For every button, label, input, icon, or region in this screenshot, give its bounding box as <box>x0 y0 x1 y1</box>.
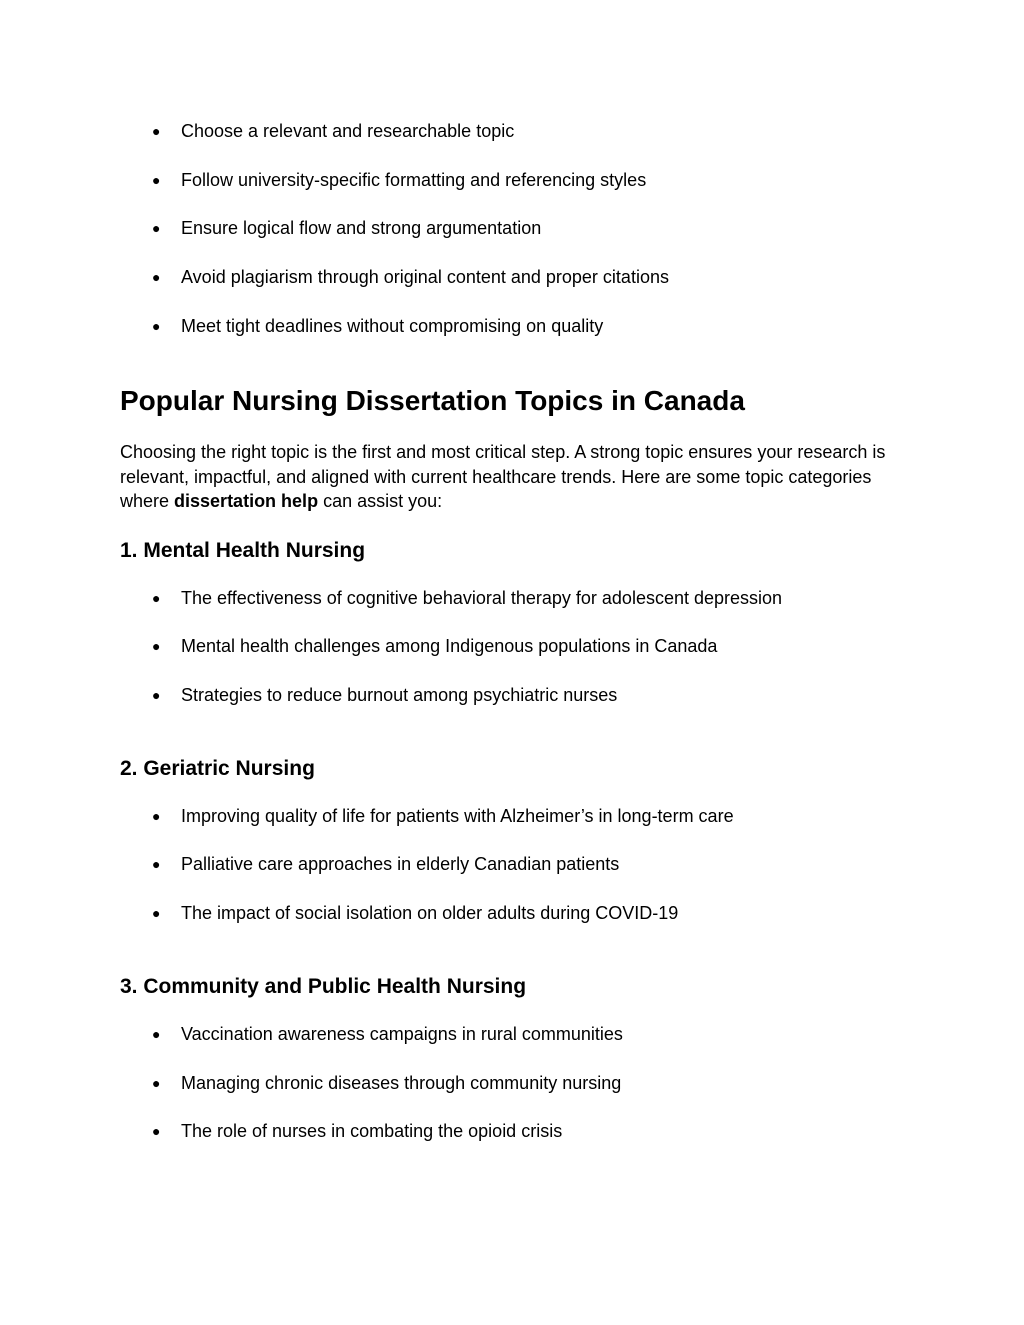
list-item <box>152 168 646 192</box>
list-item-text: The effectiveness of cognitive behavioral therapy for adolescent depression <box>181 588 783 608</box>
list-item-text: Improving quality of life for patients with Alzheimer’s in long-term care <box>181 806 734 826</box>
intro-paragraph <box>120 440 910 514</box>
list-item <box>152 634 717 658</box>
list-item-text: Ensure logical flow and strong argumentation <box>181 218 542 238</box>
page-title: Popular Nursing Dissertation Topics in Canada <box>120 385 745 416</box>
bullet-icon: ● <box>152 1026 161 1042</box>
bullet-icon: ● <box>152 220 161 236</box>
bullet-icon: ● <box>152 318 161 334</box>
list-item-text: Choose a relevant and researchable topic <box>181 121 515 141</box>
section-heading: 3. Community and Public Health Nursing <box>120 975 527 998</box>
list-item-text: Mental health challenges among Indigenous populations in Canada <box>181 636 718 656</box>
list-item-text: Vaccination awareness campaigns in rural communities <box>181 1024 623 1044</box>
section-heading: 1. Mental Health Nursing <box>120 539 366 562</box>
list-item-text: The role of nurses in combating the opioid crisis <box>181 1121 563 1141</box>
bullet-icon: ● <box>152 269 161 285</box>
bullet-icon: ● <box>152 123 161 139</box>
bullet-icon: ● <box>152 1075 161 1091</box>
list-item-text: Managing chronic diseases through community nursing <box>181 1073 622 1093</box>
bullet-icon: ● <box>152 590 161 606</box>
list-item-text: Meet tight deadlines without compromising on quality <box>181 316 604 336</box>
list-item <box>152 216 541 240</box>
list-item <box>152 1022 623 1046</box>
list-item-text: Strategies to reduce burnout among psychiatric nurses <box>181 685 618 705</box>
list-item <box>152 1071 621 1095</box>
list-item <box>152 314 603 338</box>
section-heading: 2. Geriatric Nursing <box>120 757 315 780</box>
bullet-icon: ● <box>152 856 161 872</box>
list-item-text: The impact of social isolation on older adults during COVID-19 <box>181 903 679 923</box>
intro-bold-text: dissertation help <box>174 491 319 511</box>
list-item <box>152 804 734 828</box>
intro-text-end: can assist you: <box>318 491 443 511</box>
list-item <box>152 586 782 610</box>
list-item <box>152 683 617 707</box>
intro-text: Choosing the right topic is the first and most critical step. A strong topic ensures your research is relevant, impactful, and aligned with current healthcare trends. Here are some topic categories where <box>120 442 886 511</box>
list-item-text: Follow university-specific formatting and referencing styles <box>181 170 647 190</box>
list-item-text: Avoid plagiarism through original content and proper citations <box>181 267 669 287</box>
list-item <box>152 119 514 143</box>
bullet-icon: ● <box>152 808 161 824</box>
list-item <box>152 901 678 925</box>
list-item-text: Palliative care approaches in elderly Canadian patients <box>181 854 620 874</box>
bullet-icon: ● <box>152 905 161 921</box>
bullet-icon: ● <box>152 638 161 654</box>
bullet-icon: ● <box>152 687 161 703</box>
list-item <box>152 1119 562 1143</box>
bullet-icon: ● <box>152 1123 161 1139</box>
list-item <box>152 265 669 289</box>
bullet-icon: ● <box>152 172 161 188</box>
list-item <box>152 852 619 876</box>
